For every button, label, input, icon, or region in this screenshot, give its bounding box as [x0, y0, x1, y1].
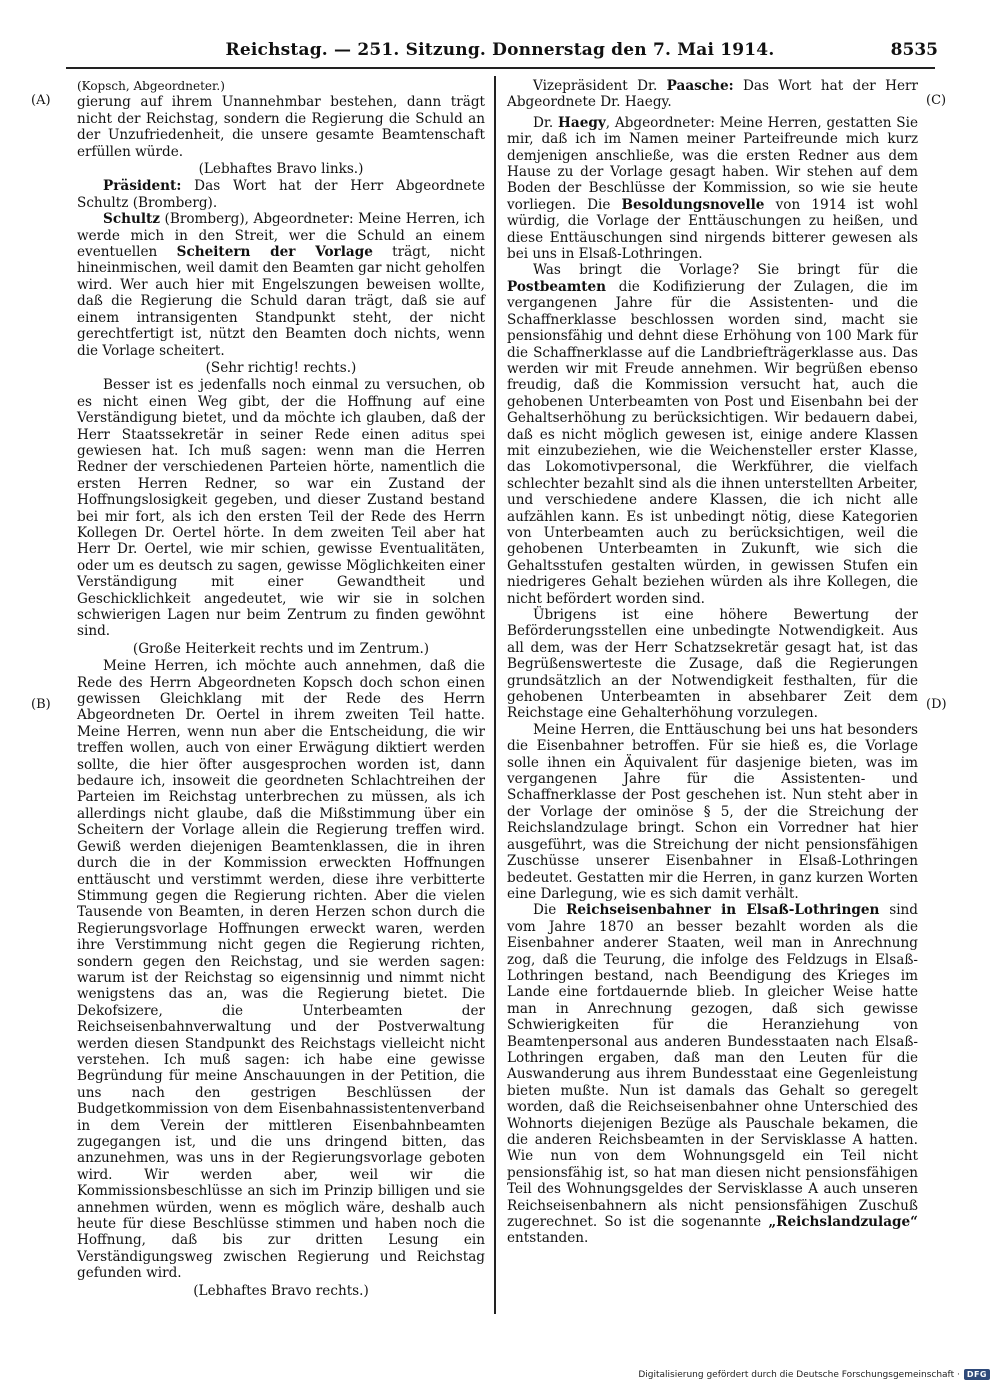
speaker-name: Schultz — [103, 211, 161, 228]
paragraph — [507, 78, 918, 111]
dfg-logo: DFG — [964, 1369, 990, 1380]
paragraph: Meine Herren, die Enttäuschung bei uns hat besonders die Eisenbahner betroffen. Für sie hieß es, die Vorlage solle ihnen ein Äquivalent für dasjenige bieten, was im vergangenen Jahre für die Assistenten- und Schaffnerklasse der Post geschehen ist. Nun steht aber in der Vorlage der ominöse § 5, der die Streichung der Reichslandzulage bringt. Schon ein Vorredner hat hier ausgeführt, was die Streichung der nicht pensionsfähigen Zuschüsse unserer Eisenbahner in Elsaß-Lothringen bedeutet. Gestatten mir die Herren, in ganz kurzen Worten eine Darlegung, wie es sich damit verhält. — [507, 721, 918, 902]
paragraph-text: die Kodifizierung der Zulagen, die im vergangenen Jahre für die Assistenten- und die Schaffnerklasse beschlossen worden sind, macht sie pensionsfähig und dehnt diese Erhöhung von 100 Mark für die Schaffnerklasse auf die Landbriefträgerklasse aus. Das werden wir mit Freude annehmen. Wir begrüßen ebenso freudig, daß die Kommission versucht hat, auch die gehobenen Unterbeamten von Post und Eisenbahn bei der Gehaltserhöhung zu berücksichtigen. Wir bedauern dabei, daß es nicht möglich gewesen ist, einige andere Klassen mit einzubeziehen, wie die Weichensteller erster Klasse, das Lokomotivpersonal, die Werkführer, die vielfach schlechter bezahlt sind als die ihnen unterstellten Arbeiter, und verschiedene andere Klassen, die ich nicht alle aufzählen kann. Es ist unbedingt nötig, diese Kategorien von Unterbeamten auch zu berücksichtigen, weil die gehobenen Unterbeamten in Zukunft, wie sich die Gehaltsstufen gestalten würden, in gewissen Stufen ein niedrigeres Gehalt beziehen würden als ihre Kollegen, die nicht befördert worden sind. — [507, 278, 918, 607]
header-rule — [66, 67, 935, 69]
paragraph-text: Dr. — [533, 114, 559, 131]
paragraph-text: sind vom Jahre 1870 an besser bezahlt worden als die Eisenbahner anderer Staaten, weil man in Anrechnung zog, daß die Teurung, die infolge des Feldzugs in Elsaß-Lothringen bestand, nach Beendigung des Krieges im Lande eine fortdauernde blieb. In gleicher Weise hatte man in Anrechnung gezogen, daß sich gewisse Schwierigkeiten für die Heranziehung von Beamtenpersonal aus anderen Bundesstaaten nach Elsaß-Lothringen ergaben, daß man den Leuten für die Auswanderung aus ihrem Bundesstaat eine Gegenleistung bieten mußte. Nun ist damals das Gehalt so geregelt worden, daß die Reichseisenbahner ohne Unterschied des Wohnorts diejenigen Bezüge als Pauschale bekamen, die die anderen Reichsbeamten in der Servisklasse A hatten. Wie nun von dem Wohnungsgeld ein Teil nicht pensionsfähig ist, so hat man diesen nicht pensionsfähigen Teil des Wohnungsgeldes der Servisklasse A auch unseren Reichseisenbahnern als nicht pensionsfähigen Zuschuß zugerechnet. So ist die sogenannte — [507, 902, 918, 1231]
footer — [638, 1369, 990, 1380]
latin-phrase: aditus spei — [411, 427, 485, 442]
speaker-name: Präsident: — [103, 178, 182, 195]
speaker-name: Paasche: — [666, 78, 734, 94]
emphasis-text: „Reichslandzulage“ — [768, 1214, 918, 1231]
margin-mark-d: (D) — [926, 697, 947, 712]
column-divider — [494, 76, 496, 1314]
reaction: (Lebhaftes Bravo links.) — [198, 161, 364, 178]
paragraph — [507, 115, 918, 263]
paragraph — [77, 377, 485, 640]
emphasis-text: Postbeamten — [507, 278, 607, 295]
paragraph-text: , Abgeordneter: Meine Herren, gestatten Sie mir, daß ich im Namen meiner Parteifreunde mich kurz demjenigen anschließe, was die ersten Redner aus dem Hause zu der Vorlage gesagt haben. Wir stehen auf dem Boden der Beschlüsse der Kommission, so wie sie heute vorliegen. Die — [507, 114, 919, 213]
paragraph — [507, 902, 918, 1247]
paragraph: Meine Herren, ich möchte auch annehmen, daß die Rede des Herrn Abgeordneten Kopsch doch schon einen gewissen Gleichklang mit der Rede des Herrn Abgeordneten Dr. Oertel in ihrem zweiten Teil hatte. Meine Herren, wenn nun aber die Entscheidung, die wir treffen wollen, auch von einer Erwägung diktiert werden sollte, die hier öfter ausgesprochen worden ist, dann bedaure ich, insoweit die geordneten Schlachtreihen der Parteien im Reichstag unterbrechen zu müssen, als ich allerdings nicht glaube, daß die Mißstimmung über ein Scheitern der Vorlage allein die Regierung treffen wird. Gewiß werden diejenigen Beamtenklassen, die in ihren durch die in der Kommission erweckten Hoffnungen enttäuscht und verstimmt werden, diese ihre verbitterte Stimmung gegen die Regierung richten. Aber die vielen Tausende von Beamten, in deren Herzen schon durch die Regierungsvorlage Hoffnungen erweckt waren, werden ihre Verstimmung nicht gegen die Regierung richten, sondern gegen den Reichstag, und sie werden sagen: warum ist der Reichstag so eigensinnig und nimmt nicht wenigstens das an, was die Regierung bietet. Die Dekofsizere, die Unterbeamten der Reichseisenbahnverwaltung und der Postverwaltung werden diesen Standpunkt des Reichstags vielleicht nicht verstehen. Ich muß sagen: ich habe eine gewisse Begründung für meine Anschauungen in der Petition, die uns nach den gestrigen Beschlüssen der Budgetkommission von dem Eisenbahnassistentenverband in dem Verein der mittleren Eisenbahnbeamten zugegangen ist, und die uns dringend bitten, das anzunehmen, was uns in der Regierungsvorlage geboten wird. Wir werden aber, weil wir die Kommissionsbeschlüsse an sich im Prinzip billigen und sie annehmen würden, wenn es möglich wäre, deshalb auch heute für diese Beschlüsse stimmen und haben noch die Hoffnung, daß bis zur dritten Lesung ein Verständigungsweg zwischen Regierung und Reichstag gefunden wird. — [77, 658, 485, 1282]
right-column — [507, 78, 918, 1247]
paragraph-text: entstanden. — [507, 1230, 589, 1247]
page-number: 8535 — [890, 40, 938, 60]
paragraph — [77, 211, 485, 359]
reaction: (Lebhaftes Bravo rechts.) — [193, 1282, 369, 1299]
paragraph-text: gewiesen hat. Ich muß sagen: wenn man die Herren Redner der verschiedenen Parteien hörte, namentlich die ersten Herren Redner, so war ein Zustand der Hoffnungslosigkeit gegeben, und dieser Zustand bestand bei mir fort, als ich den ersten Teil der Rede des Herrn Kollegen Dr. Oertel hörte. In dem zweiten Teil aber hat Herr Dr. Oertel, wie mir schien, gewisse Eventualitäten, oder um es deutsch zu sagen, gewisse Möglichkeiten einer Verständigung mit einer Gewandtheit und Geschicklichkeit angedeutet, wie wir sie in solchen schwierigen Lagen nur beim Zentrum zu finden gewöhnt sind. — [77, 442, 485, 640]
emphasis-text: Besoldungsnovelle — [621, 196, 765, 213]
paragraph-text: von 1914 ist wohl würdig, die Vorlage der Enttäuschungen zu heißen, und diese Enttäuschungen sind nirgends bitterer gewesen als bei uns in Elsaß-Lothringen. — [507, 196, 918, 263]
emphasis-text: Reichseisenbahner in Elsaß-Lothringen — [566, 902, 880, 919]
page-header — [0, 40, 1000, 70]
reaction: (Große Heiterkeit rechts und im Zentrum.) — [132, 640, 430, 657]
paragraph-text: Das Wort hat der Herr Abgeordnete Dr. Haegy. — [507, 78, 918, 111]
paragraph-text: trägt, nicht hineinmischen, weil damit den Beamten gar nicht geholfen wird. Wer auch hier mit Engelszungen beweisen wollte, daß die Regierung die Schuld daran trägt, daß sie auf einem intransigenten Standpunkt steht, der nicht gerechtfertigt ist, nützt den Beamten doch nichts, wenn die Vorlage scheitert. — [77, 244, 485, 359]
speaker-name: Haegy — [558, 114, 606, 131]
paragraph-text: Die — [533, 902, 567, 919]
reaction: (Sehr richtig! rechts.) — [205, 359, 357, 376]
margin-mark-c: (C) — [926, 93, 947, 108]
header-title: Reichstag. — 251. Sitzung. Donnerstag den 7. Mai 1914. — [225, 40, 775, 60]
margin-mark-b: (B) — [31, 697, 51, 712]
paragraph-text: (Bromberg), Abgeordneter: Meine Herren, ich werde mich in den Streit, wer die Schuld an einem eventuellen — [77, 211, 485, 261]
paragraph-text: Das Wort hat der Herr Abgeordnete Schultz (Bromberg). — [77, 178, 485, 211]
paragraph — [507, 262, 918, 607]
left-column — [77, 78, 485, 1300]
continued-speaker-label: (Kopsch, Abgeordneter.) — [77, 79, 225, 93]
paragraph: gierung auf ihrem Unannehmbar bestehen, dann trägt nicht der Reichstag, sondern die Regierung die Schuld an der Unzufriedenheit, die unsere gesamte Beamtenschaft erfüllen würde. — [77, 94, 485, 160]
footer-text: Digitalisierung gefördert durch die Deutsche Forschungsgemeinschaft · — [638, 1369, 960, 1380]
paragraph: Übrigens ist eine höhere Bewertung der Beförderungsstellen eine unbedingte Notwendigkeit. Aus all dem, was der Herr Schatzsekretär gesagt hat, ist das Begrüßenswerteste die Zusage, daß die Regierungen grundsätzlich an der Notwendigkeit festhalten, für die gehobenen Unterbeamten in absehbarer Zeit dem Reichstage eine Gehalterhöhung vorzulegen. — [507, 607, 918, 722]
margin-mark-a: (A) — [31, 93, 51, 108]
paragraph — [77, 178, 485, 211]
paragraph-text: Was bringt die Vorlage? Sie bringt für die — [533, 262, 918, 279]
paragraph-text: Vizepräsident Dr. — [533, 78, 667, 94]
emphasis-text: Scheitern der Vorlage — [176, 244, 373, 261]
paragraph-text: Besser ist es jedenfalls noch einmal zu versuchen, ob es nicht einen Weg gibt, der die Hoffnung auf eine Verständigung bietet, und da möchte ich glauben, daß der Herr Staatssekretär in seiner Rede einen — [77, 377, 485, 443]
